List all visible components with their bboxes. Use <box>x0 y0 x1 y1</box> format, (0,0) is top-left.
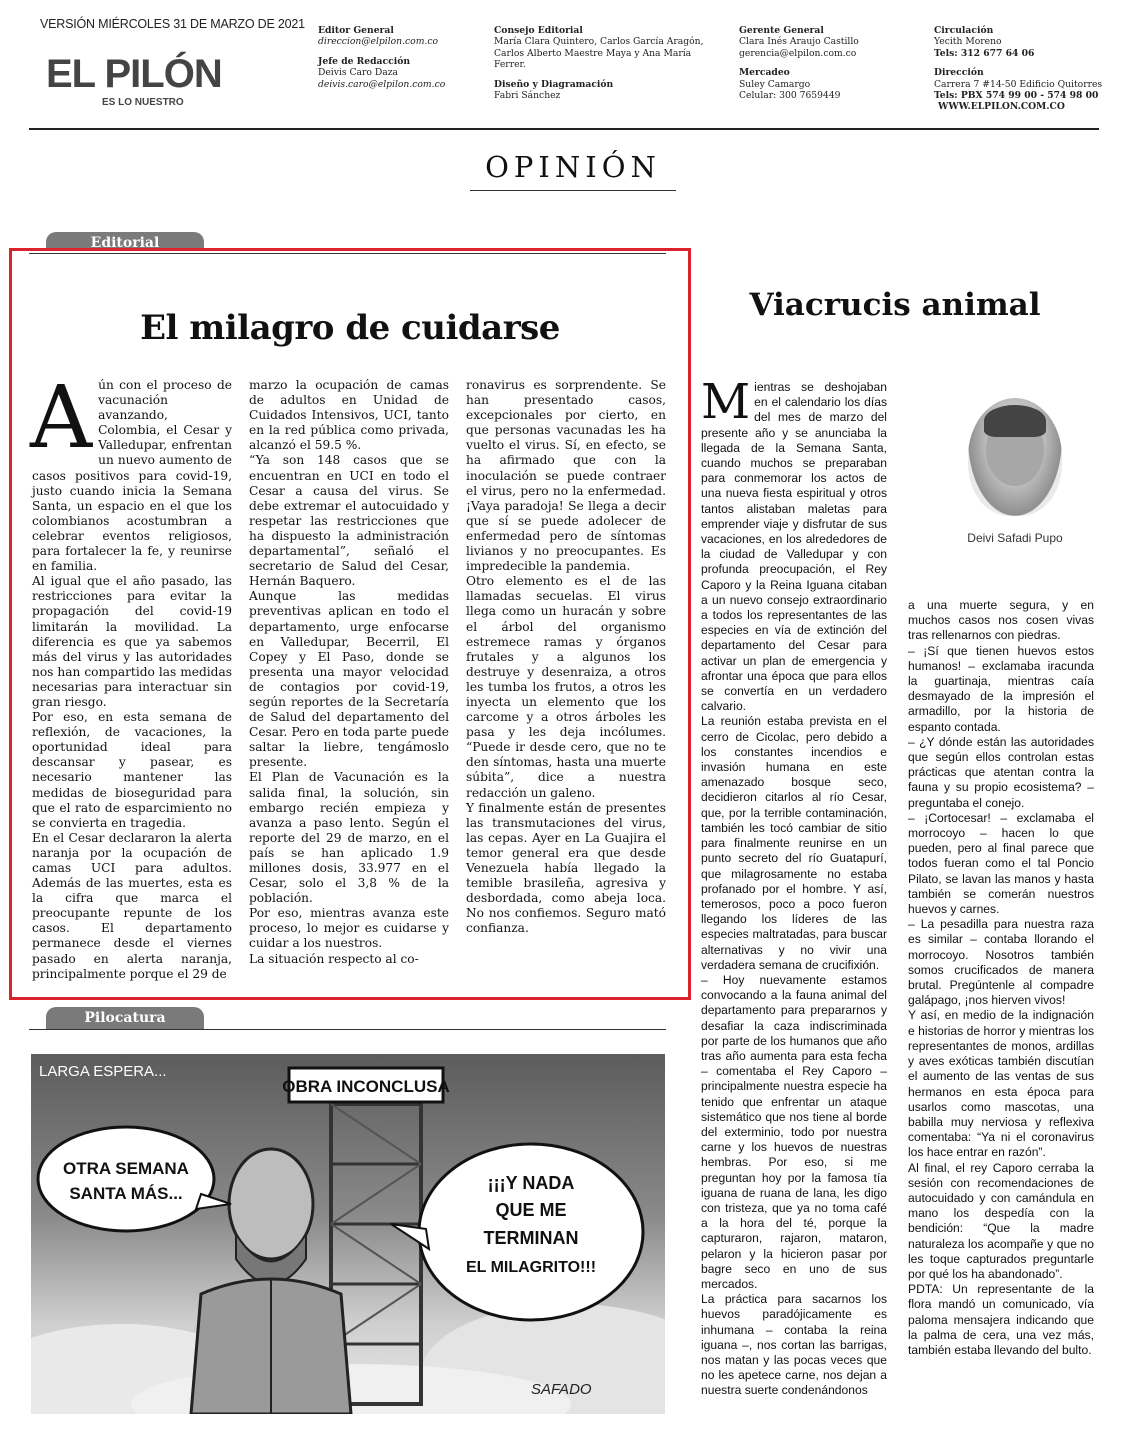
masthead-divider <box>29 128 1099 130</box>
consejo-line: María Clara Quintero, Carlos García Aragón, <box>494 36 704 48</box>
bubble-left-line: SANTA MÁS... <box>69 1184 183 1203</box>
direccion-address: Carrera 7 #14-50 Edificio Quitorres <box>934 78 1103 90</box>
consejo-line: Carlos Alberto Maestre Maya y Ana María <box>494 47 692 59</box>
column-paragraph: La práctica para sacarnos los huevos paradójicamente es inhumana – contaba la reina iguana –, nos cortan las barrigas, nos matan y las pocas veces que no les apetece carne, nos dejan a nuestra suerte condenándonos <box>701 1292 887 1398</box>
newspaper-slogan: ES LO NUESTRO <box>102 97 184 108</box>
cartoon-tab: Pilocatura <box>46 1007 204 1029</box>
column-paragraph: ientras se deshojaban en el calendario los días del mes de marzo del presente año y se anunciaba la llegada de la Semana Santa, cuando muchos se preparaban para conmemorar los actos de una nueva fiesta espiritual y otros tantos alistaban maletas para emprender viaje y disfrutar de sus vacaciones, en los alrededores de la ciudad de Valledupar y con profunda preocupación, el Rey Caporo y la Reina Iguana citaban a un nuevo consejo extraordinario a todos los representantes de las especies en vía de extinción del departamento del Cesar para activar un plan de emergencia y afrontar una época que para ellos se convertía en un verdadero calvario. <box>701 380 887 714</box>
editorial-dropcap: A <box>30 368 93 468</box>
column-paragraph: – ¿Y dónde están las autoridades que según ellos controlan estas prácticas que atentan contra la fauna y su propio ecosistema? – preguntaba el conejo. <box>908 734 1094 810</box>
section-title: OPINIÓN <box>485 150 661 184</box>
author-name: Deivi Safadi Pupo <box>967 531 1063 545</box>
gerente-heading: Gerente General <box>739 25 824 36</box>
gerente-name: Clara Inés Araujo Castillo <box>739 36 859 48</box>
jefe-redaccion-email: deivis.caro@elpilon.com.co <box>318 78 446 90</box>
mercadeo-name: Suley Camargo <box>739 78 811 90</box>
editorial-headline: El milagro de cuidarse <box>140 308 560 348</box>
editorial-paragraph: ún con el proceso de vacunación avanzando, Colombia, el Cesar y Valledupar, enfrentan un nuevo aumento de casos positivos para covid-19, justo cuando inicia la Semana Santa, un espacio en el que los colombianos acostumbran a celebrar eventos religiosos, para fortalecer la fe, y reunirse en familia. <box>32 378 232 574</box>
editorial-paragraph: Por eso, en esta semana de reflexión, de vacaciones, la oportunidad ideal para descansar y pasear, es necesario mantener las medidas de bioseguridad para que el rato de esparcimiento no se convierta en tragedia. <box>32 710 232 830</box>
column-paragraph: Al final, el rey Caporo cerraba la sesión con recomendaciones de autocuidado y con camándula en mano los despedía con la bendición: “Que la madre naturaleza los acompañe y que no les toque capturados preguntarle por qué los ha abandonado”. <box>908 1160 1094 1281</box>
gerente-email: gerencia@elpilon.com.co <box>739 47 857 59</box>
mercadeo-phone: Celular: 300 7659449 <box>739 90 841 102</box>
editorial-tab: Editorial <box>46 232 204 249</box>
column-paragraph: – La pesadilla para nuestra raza es similar – contaba llorando el morrocoyo. Nosotros también somos crucificados de manera brutal. Pregúntenle al compadre galápago, ¡nos hierven vivos! <box>908 917 1094 1008</box>
cartoon-illustration <box>31 1054 665 1414</box>
editorial-column-3 <box>466 378 666 936</box>
diseno-heading: Diseño y Diagramación <box>494 78 614 90</box>
column-paragraph: – ¡Cortocesar! – exclamaba el morrocoyo – hacen lo que pueden, pero al final parece que todos fueran como el tal Poncio Pilato, se lavan las manos y hasta también se comerán nuestros huevos y carnes. <box>908 810 1094 917</box>
masthead-staff-col-1 <box>318 25 445 90</box>
column-text-1 <box>701 374 887 1399</box>
newspaper-logo: EL PILÓN <box>46 52 222 96</box>
cartoon-divider <box>29 1029 666 1030</box>
editorial-column-1 <box>30 368 232 982</box>
editorial-paragraph: En el Cesar declararon la alerta naranja por la ocupación de camas UCI para adultos. Además de las muertes, esta es la cifra que marca el preocupante repunte de los casos. El departamento permanece desde el viernes pasado en alerta naranja, principalmente porque el 29 de <box>32 830 232 981</box>
editorial-paragraph: El Plan de Vacunación es la salida final, la solución, sin embargo recién empieza y avanza a paso lento. Según el reporte del 29 de marzo, en el país se han aplicado 1.9 millones dosis, 33.977 en el Cesar, solo el 3,8 % de la población. <box>249 770 449 906</box>
editorial-paragraph: Al igual que el año pasado, las restricciones para evitar la propagación del covid-19 limitarán la movilidad. La diferencia es que ya sabemos más del virus y las autoridades nos han compartido las medidas necesarias para interactuar sin gran riesgo. <box>32 574 232 709</box>
cartoon-drawing <box>31 1054 665 1414</box>
sign-text: OBRA INCONCLUSA <box>282 1077 450 1096</box>
editor-general-email: direccion@elpilon.com.co <box>318 36 439 48</box>
editorial-paragraph: “Ya son 148 casos que se encuentran en UCI en todo el Cesar a causa del virus. Se debe extremar el autocuidado y respetar las restricciones que ha dispuesto la administración departamental”, señaló el secretario de Salud del Cesar, Hernán Baquero. <box>249 453 449 589</box>
editorial-paragraph: marzo la ocupación de camas de adultos en Unidad de Cuidados Intensivos, UCI, tanto en la red pública como privada, alcanzó el 59.5 %. <box>249 378 449 453</box>
column-paragraph: La reunión estaba prevista en el cerro de Cicolac, pero debido a los constantes incendios e invasión humana en este amenazado bosque seco, decidieron citarlos al río Cesar, que, por la terrible contaminación, también les tocó cambiar de sitio para finalmente reunirse en un punto secreto del río Guatapurí, que milagrosamente no estaba profanado por el hombre. Y así, temerosos, poco a poco fueron llegando los líderes de las especies maltratadas, para buscar alternativas y no vivir una verdadera semana de crucifixión. <box>701 714 887 972</box>
masthead-staff-col-3 <box>739 25 859 101</box>
column-text-2 <box>908 598 1094 1358</box>
cartoon-caption: LARGA ESPERA... <box>39 1063 167 1080</box>
column-paragraph: Y así, en medio de la indignación e historias de horror y mientras los representantes de monos, ardillas y aves exóticas también discutían el aumento de las ventas de sus hermanos en esta época para usarlos como mascotas, una babilla muy nerviosa y reflexiva comentaba: “Ya ni el coronavirus los hace entrar en razón”. <box>908 1008 1094 1160</box>
jefe-redaccion-heading: Jefe de Redacción <box>318 55 411 67</box>
column-paragraph: a una muerte segura, y en muchos casos nos cosen vivas tras rellenarnos con piedras. <box>908 598 1094 643</box>
column-paragraph: PDTA: Un representante de la flora mandó un comunicado, vía paloma mensajera indicando que la palma de cera, una vez más, también estaba llevando del bulto. <box>908 1282 1094 1357</box>
column-dropcap: M <box>701 374 751 430</box>
circulacion-heading: Circulación <box>934 25 994 36</box>
section-title-underline <box>470 190 676 191</box>
direccion-phone: Tels: PBX 574 99 00 - 574 98 00 <box>934 90 1099 102</box>
bubble-right-line: ¡¡¡Y NADA <box>487 1173 575 1193</box>
editor-general-heading: Editor General <box>318 25 394 36</box>
masthead-staff-col-2 <box>494 25 704 101</box>
bubble-left-line: OTRA SEMANA <box>63 1159 189 1178</box>
circulacion-phone: Tels: 312 677 64 06 <box>934 47 1035 59</box>
column-headline: Viacrucis animal <box>749 287 1041 323</box>
bubble-right-line: TERMINAN <box>483 1228 579 1248</box>
mercadeo-heading: Mercadeo <box>739 67 790 79</box>
editorial-paragraph: Otro elemento es el de las llamadas secuelas. El virus llega como un huracán y sobre el árbol del organismo estremece ramas y órganos frutales y a algunos los destruye y desenraiza, a otros les tumba los frutos, a otros les inyecta un elemento que los carcome y a otros árboles les pasa y les deja incólumes. “Puede ir desde cero, que no te den síntomas, hasta una muerte súbita”, dice a nuestra redacción un galeno. <box>466 574 666 800</box>
consejo-line: Ferrer. <box>494 59 526 71</box>
editorial-paragraph: Y finalmente están de presentes las transmutaciones del virus, las cepas. Ayer en La Guajira el temor general era que desde Venezuela había llegado la temible brasileña, agresiva y desbordada, como abeja loca. No nos confiemos. Seguro mató confianza. <box>466 800 666 936</box>
edition-date: VERSIÓN MIÉRCOLES 31 DE MARZO DE 2021 <box>40 17 305 31</box>
editorial-column-2 <box>249 378 449 967</box>
speech-bubble-left <box>38 1127 214 1231</box>
circulacion-name: Yecith Moreno <box>934 36 1002 48</box>
column-paragraph: – ¡Sí que tienen huevos estos humanos! – exclamaba iracunda la guartinaja, mientras caía desmayado de la impresión el armadillo, por la historia de espanto contada. <box>908 643 1094 734</box>
editorial-paragraph: Por eso, mientras avanza este proceso, lo mejor es cuidarse y cuidar a los nuestros. <box>249 906 449 951</box>
editorial-paragraph: La situación respecto al co- <box>249 951 419 966</box>
jefe-redaccion-name: Deivis Caro Daza <box>318 67 399 79</box>
editorial-paragraph: Aunque las medidas preventivas aplican en todo el departamento, urge enfocarse en Valledupar, Becerril, El Copey y El Paso, donde se presenta una mayor velocidad de contagios por covid-19, según reportes de la Secretaría de Salud del departamento del Cesar. Pero en toda parte puede saltar la liebre, tengámoslo presente. <box>249 589 449 770</box>
website-link[interactable]: WWW.ELPILON.COM.CO <box>938 101 1065 113</box>
diseno-name: Fabri Sánchez <box>494 90 561 102</box>
bubble-right-line: EL MILAGRITO!!! <box>465 1259 597 1276</box>
direccion-heading: Dirección <box>934 67 984 79</box>
author-photo-hair <box>984 405 1046 437</box>
masthead <box>0 0 1128 132</box>
column-paragraph: – Hoy nuevamente estamos convocando a la fauna animal del departamento para prepararnos y desafiar la caza indiscriminada por parte de los humanos que año tras año aumenta para esta fecha – comentaba el Rey Caporo – principalmente nuestra especie ha tenido que enfrentar un ataque sistemático que nos tiene al borde del exterminio, todo por nuestra carne y los huevos de nuestras hembras. Por eso, si me preguntan hoy por la famosa tía iguana de ruana de lana, les digo con tristeza, que ya no toma café a la hora del té, porque la capturaron, rajaron, mataron, pelaron y la hicieron pasar por bagre seco en uno de sus mercados. <box>701 972 887 1291</box>
cartoonist-signature: SAFADO <box>531 1381 592 1398</box>
masthead-staff-col-4 <box>934 25 1102 113</box>
editorial-paragraph: ronavirus es sorprendente. Se han presentado casos, excepcionales por cierto, en que personas vacunadas les ha vuelto el virus. Sí, en efecto, se ha afirmado que con la inoculación se puede contraer el virus, pero no la enfermedad. ¡Vaya paradoja! Se llega a decir que sí se puede adolecer de enfermedad pero de síntomas livianos y no preocupantes. Es impredecible la pandemia. <box>466 378 666 574</box>
bubble-right-line: QUE ME <box>495 1200 567 1220</box>
consejo-heading: Consejo Editorial <box>494 25 583 36</box>
